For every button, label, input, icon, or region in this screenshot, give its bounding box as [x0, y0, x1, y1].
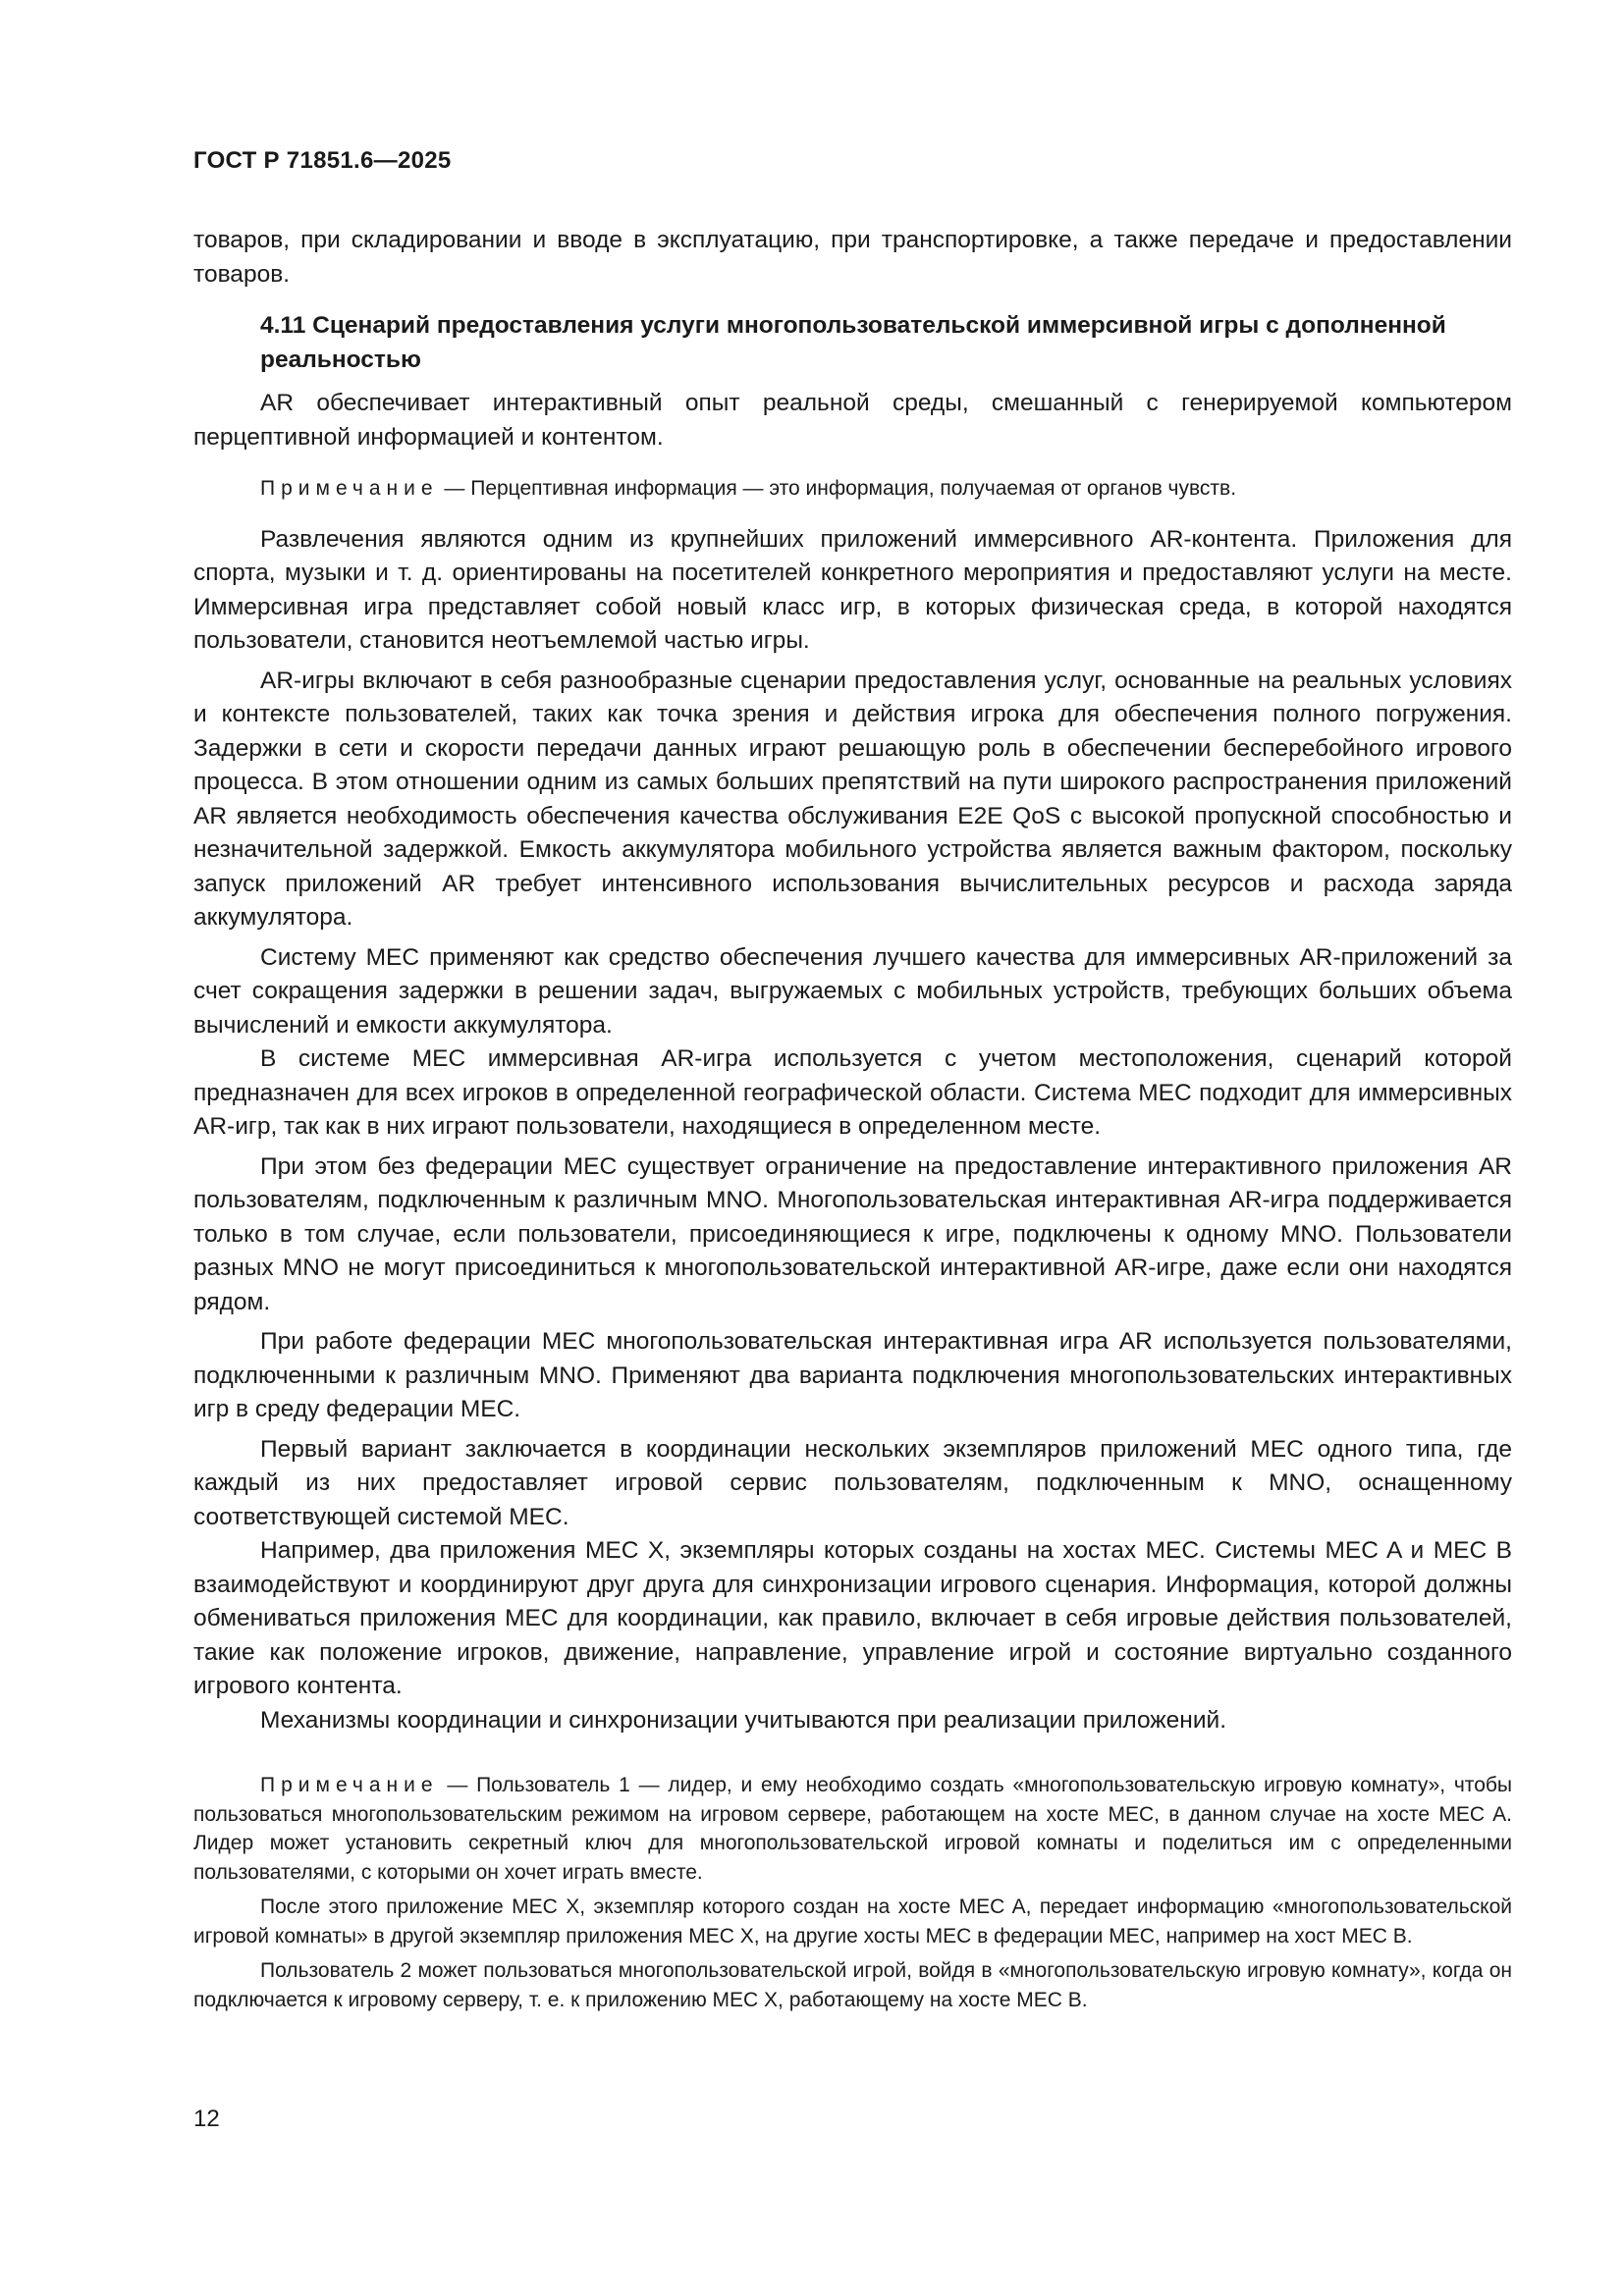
note	[193, 474, 1512, 504]
paragraph: AR обеспечивает интерактивный опыт реальной среды, смешанный с генерируемой компьютером перцептивной информацией и контентом.	[193, 390, 1512, 451]
paragraph: Систему MEC применяют как средство обеспечения лучшего качества для иммерсивных AR-приложений за счет сокращения задержки в решении задач, выгружаемых с мобильных устройств, требующих больших объема вычислений и емкости аккумулятора.	[193, 943, 1512, 1039]
paragraph-continuation: товаров, при складировании и вводе в эксплуатацию, при транспортировке, а также передаче и предоставлении товаров.	[193, 227, 1512, 288]
page-number: 12	[193, 2106, 220, 2132]
note	[193, 1771, 1512, 1887]
note-paragraph: Пользователь 2 может пользоваться многопользовательской игрой, войдя в «многопользовательскую игровую комнату», когда он подключается к игровому серверу, т. е. к приложению MEC X, работающему на хосте MEC B.	[193, 1959, 1512, 2011]
note-text: — Перцептивная информация — это информация, получаемая от органов чувств.	[438, 477, 1237, 500]
note-label: Примечание	[260, 1774, 439, 1796]
paragraph: Развлечения являются одним из крупнейших приложений иммерсивного AR-контента. Приложения для спорта, музыки и т. д. ориентированы на посетителей конкретного мероприятия и предоставляют услуги на месте. Иммерсивная игра представляет собой новый класс игр, в которых физическая среда, в которой находятся пользователи, становится неотъемлемой частью игры.	[193, 525, 1512, 654]
paragraph: При этом без федерации MEC существует ограничение на предоставление интерактивного приложения AR пользователям, подключенным к различным MNO. Многопользовательская интерактивная AR-игра поддерживается только в том случае, если пользователи, присоединяющиеся к игре, подключены к одному MNO. Пользователи разных MNO не могут присоединиться к многопользовательской интерактивной AR-игре, даже если они находятся рядом.	[193, 1152, 1512, 1315]
paragraph: AR-игры включают в себя разнообразные сценарии предоставления услуг, основанные на реальных условиях и контексте пользователей, таких как точка зрения и действия игрока для обеспечения полного погружения. Задержки в сети и скорости передачи данных играют решающую роль в обеспечении бесперебойного игрового процесса. В этом отношении одним из самых больших препятствий на пути широкого распространения приложений AR является необходимость обеспечения качества обслуживания E2E QoS с высокой пропускной способностью и незначительной задержкой. Емкость аккумулятора мобильного устройства является важным фактором, поскольку запуск приложений AR требует интенсивного использования вычислительных ресурсов и расхода заряда аккумулятора.	[193, 667, 1512, 931]
note-label: Примечание	[260, 477, 439, 500]
paragraph: Первый вариант заключается в координации нескольких экземпляров приложений MEC одного типа, где каждый из них предоставляет игровой сервис пользователям, подключенным к MNO, оснащенному соответствующей системой MEC.	[193, 1435, 1512, 1530]
paragraph: При работе федерации MEC многопользовательская интерактивная игра AR используется пользователями, подключенными к различным MNO. Применяют два варианта подключения многопользовательских интерактивных игр в среду федерации MEC.	[193, 1328, 1512, 1422]
note-text: — Пользователь 1 — лидер, и ему необходимо создать «многопользовательскую игровую комнату», чтобы пользоваться многопользовательским режимом на игровом сервере, работающем на хосте MEC, в данном случае на хосте MEC A. Лидер может установить секретный ключ для многопользовательской игровой комнаты и поделиться им с определенными пользователями, с которыми он хочет играть вместе.	[193, 1774, 1512, 1884]
document-header: ГОСТ Р 71851.6—2025	[193, 147, 452, 174]
paragraph: В системе MEC иммерсивная AR-игра используется с учетом местоположения, сценарий которой предназначен для всех игроков в определенной географической области. Система MEC подходит для иммерсивных AR-игр, так как в них играют пользователи, находящиеся в определенном месте.	[193, 1045, 1512, 1140]
paragraph: Механизмы координации и синхронизации учитываются при реализации приложений.	[260, 1706, 1227, 1734]
section-heading-4-11: 4.11 Сценарий предоставления услуги многопользовательской иммерсивной игры с дополненной реальностью	[260, 312, 1446, 373]
paragraph: Например, два приложения MEC X, экземпляры которых созданы на хостах MEC. Системы MEC A и MEC B взаимодействуют и координируют друг друга для синхронизации игрового сценария. Информация, которой должны обмениваться приложения MEC для координации, как правило, включает в себя игровые действия пользователей, такие как положение игроков, движение, направление, управление игрой и состояние виртуально созданного игрового контента.	[193, 1537, 1512, 1699]
note-paragraph: После этого приложение MEC X, экземпляр которого создан на хосте MEC A, передает информацию «многопользовательской игровой комнаты» в другой экземпляр приложения MEC X, на другие хосты MEC в федерации MEC, например на хост MEC B.	[193, 1896, 1512, 1948]
document-body	[193, 224, 1512, 2014]
